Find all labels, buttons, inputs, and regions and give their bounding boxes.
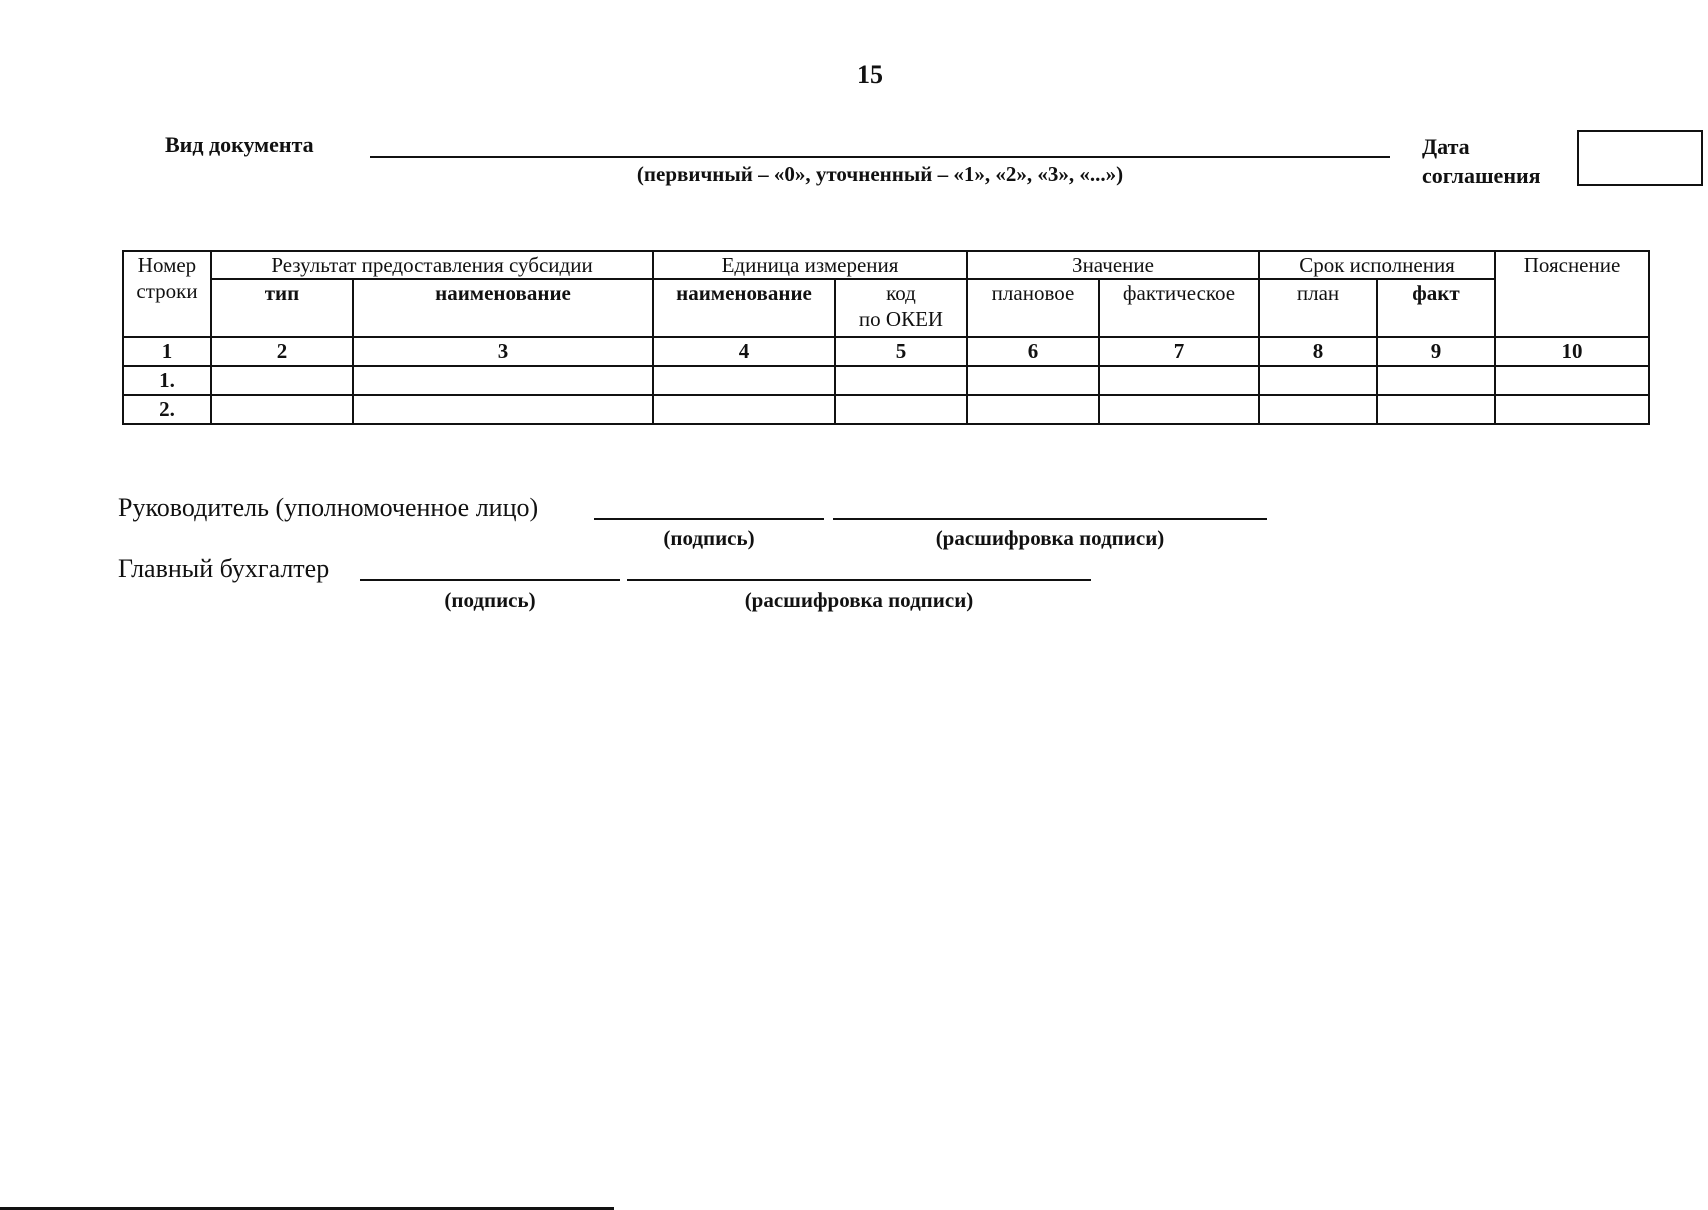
column-number: 6 (967, 337, 1099, 366)
table-subheader-row (123, 279, 1649, 337)
subheader-okei-line1: код (886, 281, 916, 305)
chief-accountant-label: Главный бухгалтер (118, 554, 330, 583)
cell-explanation[interactable] (1495, 395, 1649, 424)
subheader-okei-line2: по ОКЕИ (858, 307, 944, 331)
cell-result-name[interactable] (353, 395, 653, 424)
column-number: 2 (211, 337, 353, 366)
row-number: 1. (123, 366, 211, 395)
subheader-type: тип (211, 279, 353, 337)
cell-actual[interactable] (1099, 395, 1259, 424)
cell-planned[interactable] (967, 395, 1099, 424)
cell-result-name[interactable] (353, 366, 653, 395)
cell-plan[interactable] (1259, 366, 1377, 395)
manager-signature-hint: (подпись) (663, 526, 755, 550)
column-number: 8 (1259, 337, 1377, 366)
cell-explanation[interactable] (1495, 366, 1649, 395)
table-header-row (123, 251, 1649, 279)
table-row (123, 395, 1649, 424)
doc-type-input-line[interactable] (370, 156, 1390, 158)
accountant-name-line[interactable] (627, 579, 1091, 581)
manager-signature-line[interactable] (594, 518, 824, 520)
page-number: 15 (857, 60, 883, 89)
column-number: 7 (1099, 337, 1259, 366)
accountant-signature-line[interactable] (360, 579, 620, 581)
header-unit: Единица измерения (653, 251, 967, 279)
column-number: 4 (653, 337, 835, 366)
column-number: 5 (835, 337, 967, 366)
header-row-number (123, 251, 211, 337)
accountant-name-hint: (расшифровка подписи) (744, 588, 974, 612)
cell-type[interactable] (211, 366, 353, 395)
cell-fact[interactable] (1377, 395, 1495, 424)
cell-okei-code[interactable] (835, 366, 967, 395)
cell-unit-name[interactable] (653, 366, 835, 395)
subheader-okei-code (835, 279, 967, 337)
table-row (123, 366, 1649, 395)
subheader-planned: плановое (967, 279, 1099, 337)
cell-plan[interactable] (1259, 395, 1377, 424)
agreement-date-box[interactable] (1577, 130, 1703, 186)
column-number-row (123, 337, 1649, 366)
agreement-date-label-line2: соглашения (1422, 163, 1541, 188)
cell-okei-code[interactable] (835, 395, 967, 424)
doc-type-label: Вид документа (165, 132, 314, 157)
header-row-number-line1: Номер (137, 253, 197, 277)
subheader-fact: факт (1377, 279, 1495, 337)
header-value: Значение (967, 251, 1259, 279)
manager-name-line[interactable] (833, 518, 1267, 520)
agreement-date-label (1422, 132, 1541, 190)
cell-unit-name[interactable] (653, 395, 835, 424)
header-result: Результат предоставления субсидии (211, 251, 653, 279)
accountant-signature-hint: (подпись) (444, 588, 536, 612)
doc-type-hint: (первичный – «0», уточненный – «1», «2», «3», «...») (636, 162, 1124, 186)
header-row-number-line2: строки (136, 279, 198, 303)
cell-fact[interactable] (1377, 366, 1495, 395)
header-explanation: Пояснение (1495, 251, 1649, 337)
header-deadline: Срок исполнения (1259, 251, 1495, 279)
cell-planned[interactable] (967, 366, 1099, 395)
cell-type[interactable] (211, 395, 353, 424)
row-number: 2. (123, 395, 211, 424)
column-number: 10 (1495, 337, 1649, 366)
subheader-plan: план (1259, 279, 1377, 337)
subheader-unit-name: наименование (653, 279, 835, 337)
column-number: 1 (123, 337, 211, 366)
manager-label: Руководитель (уполномоченное лицо) (118, 493, 539, 522)
subsidy-results-table (122, 250, 1650, 425)
subheader-actual: фактическое (1099, 279, 1259, 337)
manager-name-hint: (расшифровка подписи) (935, 526, 1165, 550)
subheader-result-name: наименование (353, 279, 653, 337)
agreement-date-label-line1: Дата (1422, 134, 1470, 159)
cell-actual[interactable] (1099, 366, 1259, 395)
column-number: 3 (353, 337, 653, 366)
column-number: 9 (1377, 337, 1495, 366)
